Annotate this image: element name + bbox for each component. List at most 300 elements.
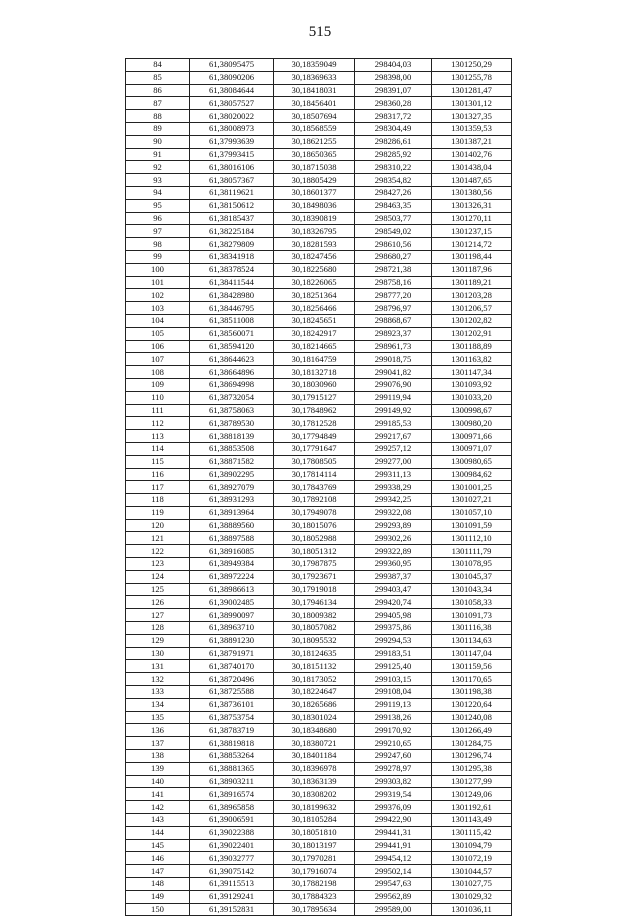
longitude-cell: 30,18051810 bbox=[274, 826, 355, 839]
x-coordinate-cell: 299041,82 bbox=[355, 366, 432, 379]
longitude-cell: 30,18030960 bbox=[274, 378, 355, 391]
x-coordinate-cell: 299405,98 bbox=[355, 609, 432, 622]
point-number-cell: 143 bbox=[126, 814, 190, 827]
y-coordinate-cell: 1301296,74 bbox=[432, 750, 512, 763]
table-row bbox=[126, 750, 512, 763]
point-number-cell: 87 bbox=[126, 97, 190, 110]
y-coordinate-cell: 1301240,08 bbox=[432, 711, 512, 724]
longitude-cell: 30,17915127 bbox=[274, 391, 355, 404]
x-coordinate-cell: 299103,15 bbox=[355, 673, 432, 686]
table-row bbox=[126, 583, 512, 596]
point-number-cell: 137 bbox=[126, 737, 190, 750]
y-coordinate-cell: 1301187,96 bbox=[432, 263, 512, 276]
x-coordinate-cell: 298354,82 bbox=[355, 174, 432, 187]
x-coordinate-cell: 299119,94 bbox=[355, 391, 432, 404]
x-coordinate-cell: 299277,00 bbox=[355, 455, 432, 468]
x-coordinate-cell: 298427,26 bbox=[355, 186, 432, 199]
latitude-cell: 61,37993415 bbox=[190, 148, 274, 161]
longitude-cell: 30,17892108 bbox=[274, 494, 355, 507]
longitude-cell: 30,18281593 bbox=[274, 238, 355, 251]
y-coordinate-cell: 1300971,07 bbox=[432, 442, 512, 455]
y-coordinate-cell: 1301327,35 bbox=[432, 110, 512, 123]
longitude-cell: 30,18418031 bbox=[274, 84, 355, 97]
table-row bbox=[126, 545, 512, 558]
y-coordinate-cell: 1301359,53 bbox=[432, 122, 512, 135]
point-number-cell: 101 bbox=[126, 276, 190, 289]
longitude-cell: 30,18401184 bbox=[274, 750, 355, 763]
latitude-cell: 61,38758063 bbox=[190, 404, 274, 417]
y-coordinate-cell: 1301198,44 bbox=[432, 250, 512, 263]
table-row bbox=[126, 519, 512, 532]
point-number-cell: 118 bbox=[126, 494, 190, 507]
y-coordinate-cell: 1301058,33 bbox=[432, 596, 512, 609]
table-row bbox=[126, 404, 512, 417]
longitude-cell: 30,18245651 bbox=[274, 314, 355, 327]
longitude-cell: 30,18009382 bbox=[274, 609, 355, 622]
latitude-cell: 61,38990097 bbox=[190, 609, 274, 622]
x-coordinate-cell: 299441,91 bbox=[355, 839, 432, 852]
x-coordinate-cell: 298317,72 bbox=[355, 110, 432, 123]
y-coordinate-cell: 1301249,06 bbox=[432, 788, 512, 801]
longitude-cell: 30,18051312 bbox=[274, 545, 355, 558]
longitude-cell: 30,18363139 bbox=[274, 775, 355, 788]
y-coordinate-cell: 1301057,10 bbox=[432, 506, 512, 519]
latitude-cell: 61,38119621 bbox=[190, 186, 274, 199]
longitude-cell: 30,18214665 bbox=[274, 340, 355, 353]
table-row bbox=[126, 737, 512, 750]
point-number-cell: 95 bbox=[126, 199, 190, 212]
point-number-cell: 100 bbox=[126, 263, 190, 276]
table-row bbox=[126, 814, 512, 827]
table-row bbox=[126, 135, 512, 148]
longitude-cell: 30,17794849 bbox=[274, 430, 355, 443]
y-coordinate-cell: 1301147,34 bbox=[432, 366, 512, 379]
x-coordinate-cell: 299303,82 bbox=[355, 775, 432, 788]
longitude-cell: 30,18715038 bbox=[274, 161, 355, 174]
table-row bbox=[126, 609, 512, 622]
table-row bbox=[126, 558, 512, 571]
latitude-cell: 61,38753754 bbox=[190, 711, 274, 724]
latitude-cell: 61,38902295 bbox=[190, 468, 274, 481]
longitude-cell: 30,18650365 bbox=[274, 148, 355, 161]
point-number-cell: 140 bbox=[126, 775, 190, 788]
point-number-cell: 121 bbox=[126, 532, 190, 545]
x-coordinate-cell: 298758,16 bbox=[355, 276, 432, 289]
latitude-cell: 61,38783719 bbox=[190, 724, 274, 737]
table-row bbox=[126, 788, 512, 801]
longitude-cell: 30,17882198 bbox=[274, 878, 355, 891]
point-number-cell: 138 bbox=[126, 750, 190, 763]
y-coordinate-cell: 1301093,92 bbox=[432, 378, 512, 391]
point-number-cell: 130 bbox=[126, 647, 190, 660]
latitude-cell: 61,38428980 bbox=[190, 289, 274, 302]
y-coordinate-cell: 1300971,66 bbox=[432, 430, 512, 443]
y-coordinate-cell: 1300980,20 bbox=[432, 417, 512, 430]
table-row bbox=[126, 327, 512, 340]
point-number-cell: 90 bbox=[126, 135, 190, 148]
latitude-cell: 61,38931293 bbox=[190, 494, 274, 507]
point-number-cell: 102 bbox=[126, 289, 190, 302]
longitude-cell: 30,18498036 bbox=[274, 199, 355, 212]
point-number-cell: 107 bbox=[126, 353, 190, 366]
x-coordinate-cell: 299338,29 bbox=[355, 481, 432, 494]
x-coordinate-cell: 299125,40 bbox=[355, 660, 432, 673]
table-row bbox=[126, 276, 512, 289]
point-number-cell: 134 bbox=[126, 698, 190, 711]
latitude-cell: 61,38279809 bbox=[190, 238, 274, 251]
point-number-cell: 136 bbox=[126, 724, 190, 737]
page-number: 515 bbox=[308, 24, 332, 40]
latitude-cell: 61,39075142 bbox=[190, 865, 274, 878]
latitude-cell: 61,38720496 bbox=[190, 673, 274, 686]
point-number-cell: 150 bbox=[126, 903, 190, 916]
latitude-cell: 61,38986613 bbox=[190, 583, 274, 596]
y-coordinate-cell: 1301036,11 bbox=[432, 903, 512, 916]
x-coordinate-cell: 299119,13 bbox=[355, 698, 432, 711]
y-coordinate-cell: 1301134,63 bbox=[432, 634, 512, 647]
longitude-cell: 30,18057082 bbox=[274, 622, 355, 635]
x-coordinate-cell: 299422,90 bbox=[355, 814, 432, 827]
point-number-cell: 113 bbox=[126, 430, 190, 443]
table-row bbox=[126, 455, 512, 468]
x-coordinate-cell: 298796,97 bbox=[355, 302, 432, 315]
point-number-cell: 127 bbox=[126, 609, 190, 622]
y-coordinate-cell: 1301147,04 bbox=[432, 647, 512, 660]
y-coordinate-cell: 1301091,59 bbox=[432, 519, 512, 532]
y-coordinate-cell: 1301295,38 bbox=[432, 762, 512, 775]
point-number-cell: 109 bbox=[126, 378, 190, 391]
table-row bbox=[126, 839, 512, 852]
latitude-cell: 61,38016106 bbox=[190, 161, 274, 174]
point-number-cell: 123 bbox=[126, 558, 190, 571]
point-number-cell: 103 bbox=[126, 302, 190, 315]
table-row bbox=[126, 161, 512, 174]
latitude-cell: 61,38560071 bbox=[190, 327, 274, 340]
table-row bbox=[126, 570, 512, 583]
table-row bbox=[126, 174, 512, 187]
latitude-cell: 61,38965858 bbox=[190, 801, 274, 814]
y-coordinate-cell: 1301281,47 bbox=[432, 84, 512, 97]
y-coordinate-cell: 1301163,82 bbox=[432, 353, 512, 366]
y-coordinate-cell: 1301027,21 bbox=[432, 494, 512, 507]
x-coordinate-cell: 299387,37 bbox=[355, 570, 432, 583]
table-row bbox=[126, 110, 512, 123]
table-row bbox=[126, 212, 512, 225]
table-row bbox=[126, 199, 512, 212]
y-coordinate-cell: 1301116,38 bbox=[432, 622, 512, 635]
point-number-cell: 135 bbox=[126, 711, 190, 724]
latitude-cell: 61,39022401 bbox=[190, 839, 274, 852]
point-number-cell: 133 bbox=[126, 686, 190, 699]
y-coordinate-cell: 1301159,56 bbox=[432, 660, 512, 673]
y-coordinate-cell: 1301192,61 bbox=[432, 801, 512, 814]
point-number-cell: 89 bbox=[126, 122, 190, 135]
longitude-cell: 30,18380721 bbox=[274, 737, 355, 750]
table-row bbox=[126, 430, 512, 443]
coordinates-table bbox=[125, 58, 512, 916]
longitude-cell: 30,18225680 bbox=[274, 263, 355, 276]
y-coordinate-cell: 1301202,91 bbox=[432, 327, 512, 340]
x-coordinate-cell: 299293,89 bbox=[355, 519, 432, 532]
longitude-cell: 30,18124635 bbox=[274, 647, 355, 660]
longitude-cell: 30,18052988 bbox=[274, 532, 355, 545]
table-row bbox=[126, 775, 512, 788]
longitude-cell: 30,18369633 bbox=[274, 71, 355, 84]
table-row bbox=[126, 417, 512, 430]
y-coordinate-cell: 1301387,21 bbox=[432, 135, 512, 148]
table-row bbox=[126, 340, 512, 353]
latitude-cell: 61,38972224 bbox=[190, 570, 274, 583]
x-coordinate-cell: 299170,92 bbox=[355, 724, 432, 737]
longitude-cell: 30,18247456 bbox=[274, 250, 355, 263]
table-row bbox=[126, 698, 512, 711]
y-coordinate-cell: 1301112,10 bbox=[432, 532, 512, 545]
table-row bbox=[126, 366, 512, 379]
table-row bbox=[126, 225, 512, 238]
x-coordinate-cell: 298391,07 bbox=[355, 84, 432, 97]
longitude-cell: 30,17884323 bbox=[274, 890, 355, 903]
longitude-cell: 30,18013197 bbox=[274, 839, 355, 852]
latitude-cell: 61,38057527 bbox=[190, 97, 274, 110]
latitude-cell: 61,38090206 bbox=[190, 71, 274, 84]
table-row bbox=[126, 622, 512, 635]
x-coordinate-cell: 299217,67 bbox=[355, 430, 432, 443]
x-coordinate-cell: 298961,73 bbox=[355, 340, 432, 353]
longitude-cell: 30,18805429 bbox=[274, 174, 355, 187]
latitude-cell: 61,38963710 bbox=[190, 622, 274, 635]
x-coordinate-cell: 299278,97 bbox=[355, 762, 432, 775]
y-coordinate-cell: 1301078,95 bbox=[432, 558, 512, 571]
latitude-cell: 61,38871582 bbox=[190, 455, 274, 468]
table-row bbox=[126, 71, 512, 84]
longitude-cell: 30,17814114 bbox=[274, 468, 355, 481]
table-row bbox=[126, 289, 512, 302]
y-coordinate-cell: 1301266,49 bbox=[432, 724, 512, 737]
point-number-cell: 91 bbox=[126, 148, 190, 161]
y-coordinate-cell: 1301438,04 bbox=[432, 161, 512, 174]
longitude-cell: 30,17843769 bbox=[274, 481, 355, 494]
longitude-cell: 30,18326795 bbox=[274, 225, 355, 238]
point-number-cell: 124 bbox=[126, 570, 190, 583]
latitude-cell: 61,38789530 bbox=[190, 417, 274, 430]
latitude-cell: 61,38057367 bbox=[190, 174, 274, 187]
table-row bbox=[126, 762, 512, 775]
table-row bbox=[126, 532, 512, 545]
x-coordinate-cell: 299454,12 bbox=[355, 852, 432, 865]
x-coordinate-cell: 298310,22 bbox=[355, 161, 432, 174]
y-coordinate-cell: 1301220,64 bbox=[432, 698, 512, 711]
table-row bbox=[126, 852, 512, 865]
table-row bbox=[126, 442, 512, 455]
x-coordinate-cell: 298398,00 bbox=[355, 71, 432, 84]
x-coordinate-cell: 298360,28 bbox=[355, 97, 432, 110]
table-row bbox=[126, 878, 512, 891]
point-number-cell: 106 bbox=[126, 340, 190, 353]
longitude-cell: 30,17987875 bbox=[274, 558, 355, 571]
latitude-cell: 61,38185437 bbox=[190, 212, 274, 225]
point-number-cell: 128 bbox=[126, 622, 190, 635]
longitude-cell: 30,17970281 bbox=[274, 852, 355, 865]
coordinates-table-body bbox=[126, 59, 512, 916]
point-number-cell: 104 bbox=[126, 314, 190, 327]
point-number-cell: 110 bbox=[126, 391, 190, 404]
y-coordinate-cell: 1301170,65 bbox=[432, 673, 512, 686]
y-coordinate-cell: 1301206,57 bbox=[432, 302, 512, 315]
point-number-cell: 96 bbox=[126, 212, 190, 225]
y-coordinate-cell: 1301189,21 bbox=[432, 276, 512, 289]
y-coordinate-cell: 1301091,73 bbox=[432, 609, 512, 622]
y-coordinate-cell: 1301043,34 bbox=[432, 583, 512, 596]
x-coordinate-cell: 298680,27 bbox=[355, 250, 432, 263]
latitude-cell: 61,38008973 bbox=[190, 122, 274, 135]
latitude-cell: 61,38225184 bbox=[190, 225, 274, 238]
y-coordinate-cell: 1301380,56 bbox=[432, 186, 512, 199]
x-coordinate-cell: 299562,89 bbox=[355, 890, 432, 903]
x-coordinate-cell: 299302,26 bbox=[355, 532, 432, 545]
table-row bbox=[126, 84, 512, 97]
x-coordinate-cell: 299076,90 bbox=[355, 378, 432, 391]
point-number-cell: 147 bbox=[126, 865, 190, 878]
x-coordinate-cell: 299149,92 bbox=[355, 404, 432, 417]
longitude-cell: 30,18265686 bbox=[274, 698, 355, 711]
point-number-cell: 144 bbox=[126, 826, 190, 839]
latitude-cell: 61,38897588 bbox=[190, 532, 274, 545]
y-coordinate-cell: 1301202,82 bbox=[432, 314, 512, 327]
point-number-cell: 112 bbox=[126, 417, 190, 430]
point-number-cell: 148 bbox=[126, 878, 190, 891]
latitude-cell: 61,39129241 bbox=[190, 890, 274, 903]
point-number-cell: 108 bbox=[126, 366, 190, 379]
longitude-cell: 30,17791647 bbox=[274, 442, 355, 455]
longitude-cell: 30,18396978 bbox=[274, 762, 355, 775]
latitude-cell: 61,38644623 bbox=[190, 353, 274, 366]
point-number-cell: 92 bbox=[126, 161, 190, 174]
point-number-cell: 142 bbox=[126, 801, 190, 814]
latitude-cell: 61,38881365 bbox=[190, 762, 274, 775]
x-coordinate-cell: 299420,74 bbox=[355, 596, 432, 609]
latitude-cell: 61,38740170 bbox=[190, 660, 274, 673]
latitude-cell: 61,38903211 bbox=[190, 775, 274, 788]
y-coordinate-cell: 1301284,75 bbox=[432, 737, 512, 750]
y-coordinate-cell: 1301111,79 bbox=[432, 545, 512, 558]
longitude-cell: 30,18132718 bbox=[274, 366, 355, 379]
x-coordinate-cell: 298304,49 bbox=[355, 122, 432, 135]
y-coordinate-cell: 1301094,79 bbox=[432, 839, 512, 852]
table-row bbox=[126, 801, 512, 814]
table-row bbox=[126, 724, 512, 737]
point-number-cell: 105 bbox=[126, 327, 190, 340]
latitude-cell: 61,39115513 bbox=[190, 878, 274, 891]
latitude-cell: 61,38889560 bbox=[190, 519, 274, 532]
table-row bbox=[126, 122, 512, 135]
latitude-cell: 61,39006591 bbox=[190, 814, 274, 827]
latitude-cell: 61,38913964 bbox=[190, 506, 274, 519]
latitude-cell: 61,38725588 bbox=[190, 686, 274, 699]
point-number-cell: 98 bbox=[126, 238, 190, 251]
latitude-cell: 61,38664896 bbox=[190, 366, 274, 379]
table-row bbox=[126, 826, 512, 839]
point-number-cell: 93 bbox=[126, 174, 190, 187]
latitude-cell: 61,38378524 bbox=[190, 263, 274, 276]
y-coordinate-cell: 1301045,37 bbox=[432, 570, 512, 583]
x-coordinate-cell: 299360,95 bbox=[355, 558, 432, 571]
latitude-cell: 61,38819818 bbox=[190, 737, 274, 750]
table-row bbox=[126, 647, 512, 660]
latitude-cell: 61,39152831 bbox=[190, 903, 274, 916]
longitude-cell: 30,18507694 bbox=[274, 110, 355, 123]
x-coordinate-cell: 299138,26 bbox=[355, 711, 432, 724]
longitude-cell: 30,17919018 bbox=[274, 583, 355, 596]
x-coordinate-cell: 299108,04 bbox=[355, 686, 432, 699]
x-coordinate-cell: 299247,60 bbox=[355, 750, 432, 763]
table-row bbox=[126, 391, 512, 404]
longitude-cell: 30,17812528 bbox=[274, 417, 355, 430]
latitude-cell: 61,38818139 bbox=[190, 430, 274, 443]
table-row bbox=[126, 890, 512, 903]
table-row bbox=[126, 59, 512, 72]
x-coordinate-cell: 299018,75 bbox=[355, 353, 432, 366]
x-coordinate-cell: 298286,61 bbox=[355, 135, 432, 148]
y-coordinate-cell: 1301143,49 bbox=[432, 814, 512, 827]
longitude-cell: 30,17808505 bbox=[274, 455, 355, 468]
latitude-cell: 61,38949384 bbox=[190, 558, 274, 571]
latitude-cell: 61,38853508 bbox=[190, 442, 274, 455]
point-number-cell: 131 bbox=[126, 660, 190, 673]
latitude-cell: 61,38736101 bbox=[190, 698, 274, 711]
longitude-cell: 30,18224647 bbox=[274, 686, 355, 699]
point-number-cell: 116 bbox=[126, 468, 190, 481]
latitude-cell: 61,37993639 bbox=[190, 135, 274, 148]
x-coordinate-cell: 298503,77 bbox=[355, 212, 432, 225]
table-row bbox=[126, 711, 512, 724]
x-coordinate-cell: 299547,63 bbox=[355, 878, 432, 891]
y-coordinate-cell: 1301115,42 bbox=[432, 826, 512, 839]
longitude-cell: 30,18348680 bbox=[274, 724, 355, 737]
table-row bbox=[126, 353, 512, 366]
longitude-cell: 30,17946134 bbox=[274, 596, 355, 609]
latitude-cell: 61,39022388 bbox=[190, 826, 274, 839]
x-coordinate-cell: 298463,35 bbox=[355, 199, 432, 212]
y-coordinate-cell: 1301033,20 bbox=[432, 391, 512, 404]
table-row bbox=[126, 378, 512, 391]
table-row bbox=[126, 302, 512, 315]
x-coordinate-cell: 299311,13 bbox=[355, 468, 432, 481]
latitude-cell: 61,38511008 bbox=[190, 314, 274, 327]
point-number-cell: 84 bbox=[126, 59, 190, 72]
y-coordinate-cell: 1300998,67 bbox=[432, 404, 512, 417]
latitude-cell: 61,38791971 bbox=[190, 647, 274, 660]
point-number-cell: 114 bbox=[126, 442, 190, 455]
y-coordinate-cell: 1301277,99 bbox=[432, 775, 512, 788]
x-coordinate-cell: 298721,38 bbox=[355, 263, 432, 276]
longitude-cell: 30,18568559 bbox=[274, 122, 355, 135]
point-number-cell: 94 bbox=[126, 186, 190, 199]
y-coordinate-cell: 1301214,72 bbox=[432, 238, 512, 251]
x-coordinate-cell: 299376,09 bbox=[355, 801, 432, 814]
table-row bbox=[126, 97, 512, 110]
x-coordinate-cell: 299185,53 bbox=[355, 417, 432, 430]
table-row bbox=[126, 634, 512, 647]
latitude-cell: 61,38084644 bbox=[190, 84, 274, 97]
point-number-cell: 88 bbox=[126, 110, 190, 123]
x-coordinate-cell: 298868,67 bbox=[355, 314, 432, 327]
point-number-cell: 86 bbox=[126, 84, 190, 97]
latitude-cell: 61,38853264 bbox=[190, 750, 274, 763]
longitude-cell: 30,18015076 bbox=[274, 519, 355, 532]
longitude-cell: 30,17916074 bbox=[274, 865, 355, 878]
x-coordinate-cell: 299403,47 bbox=[355, 583, 432, 596]
longitude-cell: 30,18256466 bbox=[274, 302, 355, 315]
